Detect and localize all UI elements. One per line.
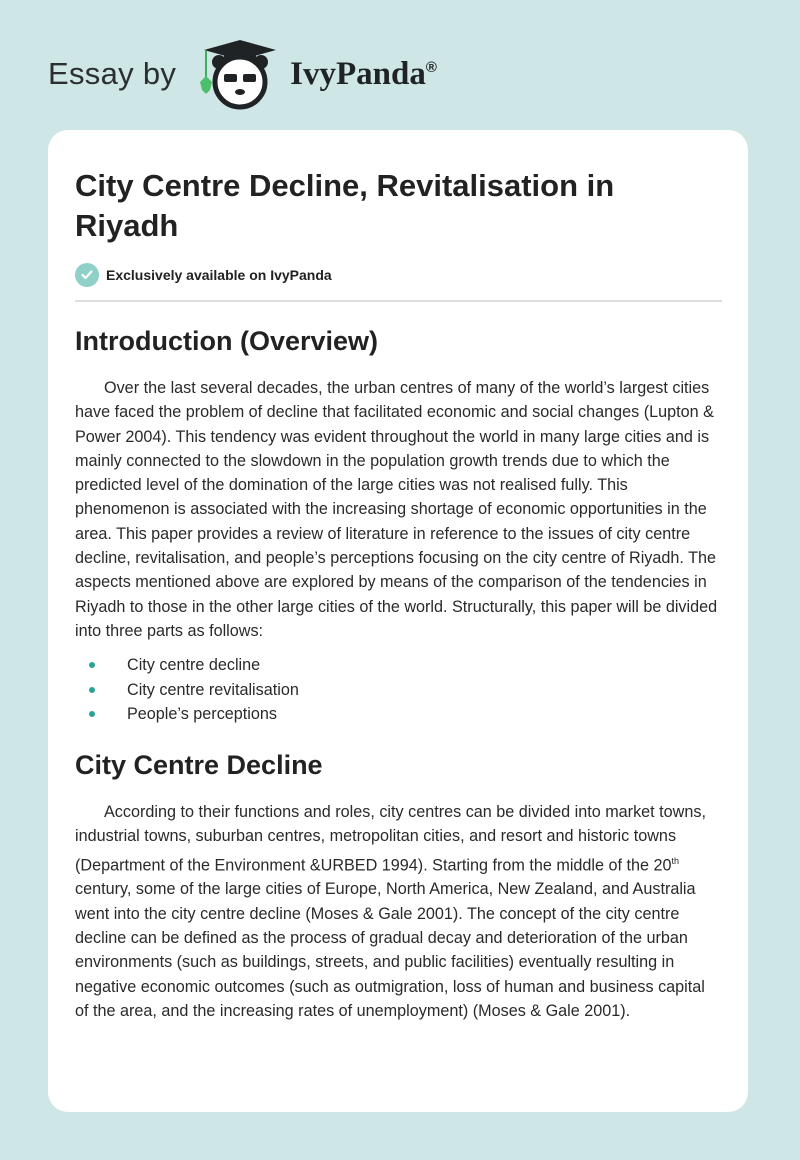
brand-prefix: Essay by xyxy=(48,56,177,91)
list-item xyxy=(75,678,722,702)
list-item-text: People’s perceptions xyxy=(127,704,277,723)
paragraph-text: century, some of the large cities of Europe, North America, New Zealand, and Australia went into the city centre decline (Moses & Gale 2001). The concept of the city centre decline can be defined as the process of gradual decay and deterioration of the urban environments (such as buildings, streets, and public facilities) eventually resulting in negative economic outcomes (such as outmigration, loss of human and business capital of the area, and the increasing rates of unemployment) (Moses & Gale 2001). xyxy=(75,880,705,1020)
page-title: City Centre Decline, Revitalisation in Riyadh xyxy=(75,168,615,243)
list-item-text: City centre decline xyxy=(127,656,261,675)
section-heading: City Centre Decline xyxy=(75,750,323,781)
paragraph xyxy=(75,800,722,1023)
bullet-icon xyxy=(89,711,95,717)
paragraph: Over the last several decades, the urban centres of many of the world’s largest cities have faced the problem of decline that facilitated economic and social changes (Lupton & Power 2004). This tendency was evident throughout the world in many large cities and is mainly connected to the slowdown in the population growth trends due to which the predicted level of the domination of the large cities was not realised fully. This phenomenon is associated with the increasing shortage of economic opportunities in the area. This paper provides a review of literature in reference to the issues of city centre decline, revitalisation, and people’s perceptions focusing on the city centre of Riyadh. The aspects mentioned above are explored by means of the comparison of the tendencies in Riyadh to those in the other large cities of the world. Structurally, this paper will be divided into three parts as follows: xyxy=(75,379,718,640)
list-item xyxy=(75,702,722,726)
badge-text: Exclusively available on IvyPanda xyxy=(106,267,332,283)
superscript: th xyxy=(671,855,680,866)
bullet-icon xyxy=(89,662,95,668)
brand-name: IvyPanda xyxy=(290,55,426,92)
section-heading: Introduction (Overview) xyxy=(75,326,379,356)
bullet-icon xyxy=(89,687,95,693)
list-item-text: City centre revitalisation xyxy=(127,680,299,699)
brand-logo[interactable] xyxy=(48,38,437,110)
exclusive-badge xyxy=(75,262,722,288)
check-circle-icon xyxy=(75,263,99,287)
divider xyxy=(75,300,722,302)
essay-card xyxy=(48,130,748,1112)
registered-mark: ® xyxy=(425,58,437,76)
paragraph-text: According to their functions and roles, city centres can be divided into market towns, industrial towns, suburban centres, metropolitan cities, and resort and historic towns (Department of the Environment &URBED 1994). Starting from the middle of the 20 xyxy=(75,803,706,875)
list-item xyxy=(75,653,722,677)
panda-logo-icon xyxy=(194,38,284,110)
bullet-list xyxy=(75,653,722,726)
